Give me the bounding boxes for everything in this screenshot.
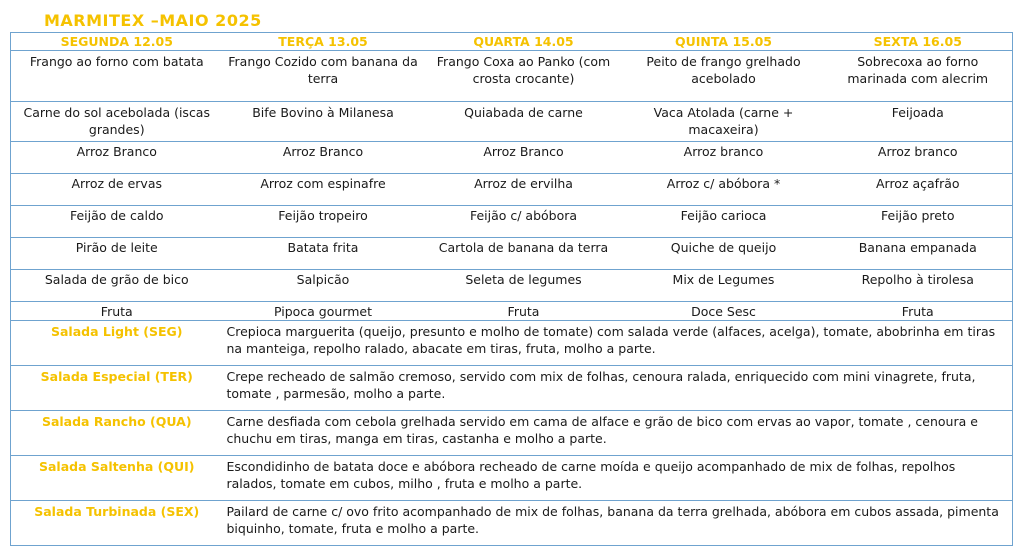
menu-cell: Cartola de banana da terra: [424, 238, 624, 270]
menu-cell: Fruta: [824, 302, 1013, 321]
menu-cell: Bife Bovino à Milanesa: [223, 102, 424, 142]
salad-name: Salada Especial (TER): [11, 366, 223, 411]
menu-cell: Peito de frango grelhado acebolado: [624, 51, 824, 102]
salad-row-turbinada: [11, 501, 1013, 546]
menu-cell: Feijoada: [824, 102, 1013, 142]
menu-cell: Salada de grão de bico: [11, 270, 223, 302]
menu-cell: Arroz Branco: [11, 142, 223, 174]
menu-cell: Quiche de queijo: [624, 238, 824, 270]
day-header-tuesday: TERÇA 13.05: [223, 33, 424, 51]
day-header-monday: SEGUNDA 12.05: [11, 33, 223, 51]
menu-cell: Doce Sesc: [624, 302, 824, 321]
salad-row-saltenha: [11, 456, 1013, 501]
menu-cell: Mix de Legumes: [624, 270, 824, 302]
menu-cell: Feijão de caldo: [11, 206, 223, 238]
salad-row-light: [11, 321, 1013, 366]
salad-description: Carne desfiada com cebola grelhada servido em cama de alface e grão de bico com ervas ao vapor, tomate , cenoura e chuchu em tiras, manga em tiras, castanha e molho a parte.: [223, 411, 1013, 456]
menu-cell: Carne do sol acebolada (iscas grandes): [11, 102, 223, 142]
page-title: MARMITEX –MAIO 2025: [44, 11, 262, 30]
salad-name: Salada Rancho (QUA): [11, 411, 223, 456]
menu-cell: Arroz branco: [824, 142, 1013, 174]
menu-cell: Batata frita: [223, 238, 424, 270]
salad-name: Salada Turbinada (SEX): [11, 501, 223, 546]
salad-name: Salada Light (SEG): [11, 321, 223, 366]
menu-row-dessert: [11, 302, 1013, 321]
menu-cell: Repolho à tirolesa: [824, 270, 1013, 302]
menu-cell: Frango Cozido com banana da terra: [223, 51, 424, 102]
salad-row-especial: [11, 366, 1013, 411]
menu-cell: Pirão de leite: [11, 238, 223, 270]
menu-cell: Feijão c/ abóbora: [424, 206, 624, 238]
menu-row-beans: [11, 206, 1013, 238]
menu-cell: Banana empanada: [824, 238, 1013, 270]
menu-cell: Feijão carioca: [624, 206, 824, 238]
menu-row-protein-2: [11, 102, 1013, 142]
menu-cell: Arroz Branco: [223, 142, 424, 174]
menu-row-side: [11, 238, 1013, 270]
menu-cell: Arroz de ervas: [11, 174, 223, 206]
menu-cell: Fruta: [11, 302, 223, 321]
menu-row-rice-2: [11, 174, 1013, 206]
salad-description: Pailard de carne c/ ovo frito acompanhado de mix de folhas, banana da terra grelhada, abóbora em cubos assada, pimenta biquinho, tomate, fruta e molho a parte.: [223, 501, 1013, 546]
menu-cell: Arroz açafrão: [824, 174, 1013, 206]
menu-cell: Feijão preto: [824, 206, 1013, 238]
salad-description: Escondidinho de batata doce e abóbora recheado de carne moída e queijo acompanhado de mix de folhas, repolhos ralados, tomate em cubos, milho , fruta e molho a parte.: [223, 456, 1013, 501]
menu-cell: Arroz Branco: [424, 142, 624, 174]
day-header-friday: SEXTA 16.05: [824, 33, 1013, 51]
menu-cell: Vaca Atolada (carne + macaxeira): [624, 102, 824, 142]
menu-row-salad: [11, 270, 1013, 302]
menu-cell: Frango ao forno com batata: [11, 51, 223, 102]
salad-description: Crepe recheado de salmão cremoso, servido com mix de folhas, cenoura ralada, enriquecido com mini vinagrete, fruta, tomate , parmesão, molho a parte.: [223, 366, 1013, 411]
menu-cell: Seleta de legumes: [424, 270, 624, 302]
day-header-thursday: QUINTA 15.05: [624, 33, 824, 51]
menu-cell: Sobrecoxa ao forno marinada com alecrim: [824, 51, 1013, 102]
salad-row-rancho: [11, 411, 1013, 456]
menu-cell: Pipoca gourmet: [223, 302, 424, 321]
menu-cell: Arroz com espinafre: [223, 174, 424, 206]
day-header-wednesday: QUARTA 14.05: [424, 33, 624, 51]
menu-cell: Frango Coxa ao Panko (com crosta crocante): [424, 51, 624, 102]
menu-cell: Salpicão: [223, 270, 424, 302]
days-header-row: [11, 33, 1013, 51]
menu-row-protein-1: [11, 51, 1013, 102]
salad-name: Salada Saltenha (QUI): [11, 456, 223, 501]
menu-cell: Fruta: [424, 302, 624, 321]
menu-cell: Arroz c/ abóbora *: [624, 174, 824, 206]
menu-cell: Arroz de ervilha: [424, 174, 624, 206]
menu-cell: Feijão tropeiro: [223, 206, 424, 238]
salad-description: Crepioca marguerita (queijo, presunto e molho de tomate) com salada verde (alfaces, acelga), tomate, abobrinha em tiras na manteiga, repolho ralado, abacate em tiras, fruta, molho a parte.: [223, 321, 1013, 366]
menu-cell: Quiabada de carne: [424, 102, 624, 142]
menu-cell: Arroz branco: [624, 142, 824, 174]
menu-row-rice-1: [11, 142, 1013, 174]
menu-table: [10, 32, 1013, 546]
